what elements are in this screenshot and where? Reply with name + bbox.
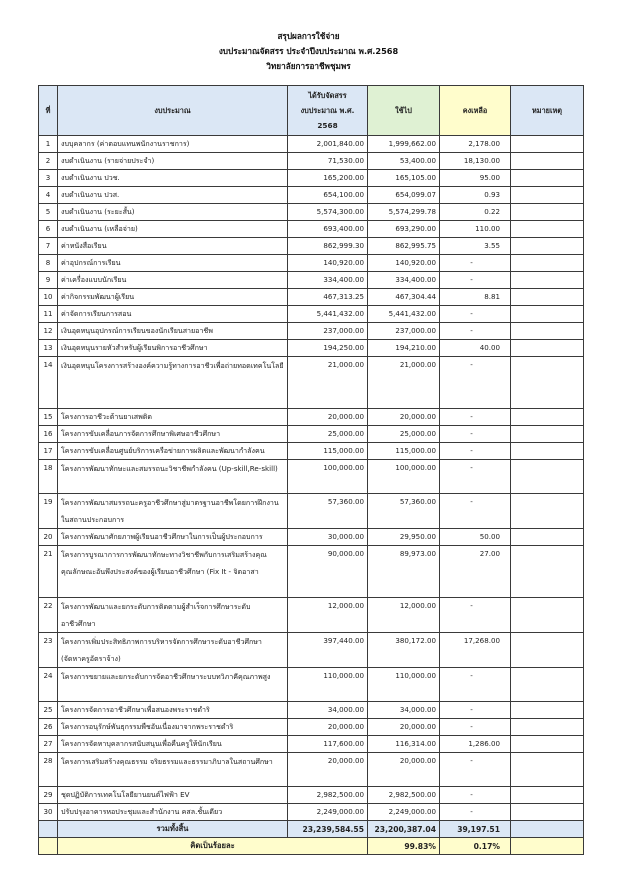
allocated-amount: 110,000.00	[288, 668, 368, 702]
spent-amount: 380,172.00	[368, 633, 440, 668]
spent-amount: 693,290.00	[368, 221, 440, 238]
row-number: 10	[39, 289, 58, 306]
allocated-amount: 397,440.00	[288, 633, 368, 668]
budget-item-name: โครงการพัฒนาศักยภาพผู้เรียนอาชีวศึกษาในการเป็นผู้ประกอบการ	[58, 529, 288, 546]
table-row	[39, 633, 584, 668]
remaining-amount: 2,178.00	[440, 136, 511, 153]
total-allocated: 23,239,584.55	[288, 821, 368, 838]
total-note	[511, 821, 584, 838]
header-allocated-line3: 2568	[317, 121, 338, 130]
budget-item-name: โครงการจัดการอาชีวศึกษาเพื่อสนองพระราชดำริ	[58, 702, 288, 719]
allocated-amount: 20,000.00	[288, 719, 368, 736]
note-cell	[511, 736, 584, 753]
row-number: 8	[39, 255, 58, 272]
total-label: รวมทั้งสิ้น	[58, 821, 288, 838]
percent-note	[511, 838, 584, 855]
remaining-amount: -	[440, 753, 511, 787]
budget-item-name: โครงการพัฒนาทักษะและสมรรถนะวิชาชีพกำลังคน (Up-skill,Re-skill)	[58, 460, 288, 494]
table-row	[39, 460, 584, 494]
header-note: หมายเหตุ	[511, 86, 584, 136]
spent-amount: 21,000.00	[368, 357, 440, 409]
remaining-amount: -	[440, 323, 511, 340]
table-row	[39, 272, 584, 289]
remaining-amount: -	[440, 357, 511, 409]
note-cell	[511, 494, 584, 529]
row-number: 18	[39, 460, 58, 494]
total-row	[39, 821, 584, 838]
note-cell	[511, 409, 584, 426]
table-row	[39, 221, 584, 238]
spent-amount: 1,999,662.00	[368, 136, 440, 153]
table-row	[39, 289, 584, 306]
spent-amount: 165,105.00	[368, 170, 440, 187]
budget-item-name: ปรับปรุงอาคารหอประชุมและสำนักงาน คสล.ชั้นเดียว	[58, 804, 288, 821]
spent-amount: 5,574,299.78	[368, 204, 440, 221]
row-number: 9	[39, 272, 58, 289]
table-body	[39, 136, 584, 821]
table-row	[39, 170, 584, 187]
allocated-amount: 2,001,840.00	[288, 136, 368, 153]
table-row	[39, 529, 584, 546]
title-line-3: วิทยาลัยการอาชีพชุมพร	[266, 61, 351, 71]
note-cell	[511, 272, 584, 289]
allocated-amount: 71,530.00	[288, 153, 368, 170]
spent-amount: 89,973.00	[368, 546, 440, 598]
spent-amount: 2,982,500.00	[368, 787, 440, 804]
spent-amount: 116,314.00	[368, 736, 440, 753]
row-number: 13	[39, 340, 58, 357]
allocated-amount: 862,999.30	[288, 238, 368, 255]
note-cell	[511, 323, 584, 340]
row-number: 22	[39, 598, 58, 633]
budget-item-name: งบดำเนินงาน (เหลือจ่าย)	[58, 221, 288, 238]
note-cell	[511, 753, 584, 787]
remaining-amount: -	[440, 804, 511, 821]
remaining-amount: -	[440, 306, 511, 323]
row-number: 29	[39, 787, 58, 804]
table-row	[39, 340, 584, 357]
budget-item-name: เงินอุดหนุนอุปกรณ์การเรียนของนักเรียนสายอาชีพ	[58, 323, 288, 340]
note-cell	[511, 443, 584, 460]
allocated-amount: 117,600.00	[288, 736, 368, 753]
table-row	[39, 426, 584, 443]
budget-item-name: เงินอุดหนุนรายหัวสำหรับผู้เรียนพิการอาชีวศึกษา	[58, 340, 288, 357]
spent-amount: 34,000.00	[368, 702, 440, 719]
spent-amount: 467,304.44	[368, 289, 440, 306]
allocated-amount: 2,982,500.00	[288, 787, 368, 804]
row-number: 1	[39, 136, 58, 153]
row-number: 5	[39, 204, 58, 221]
budget-item-name: โครงการพัฒนาและยกระดับการติดตามผู้สำเร็จการศึกษาระดับอาชีวศึกษา	[58, 598, 288, 633]
note-cell	[511, 136, 584, 153]
remaining-amount: -	[440, 598, 511, 633]
note-cell	[511, 633, 584, 668]
allocated-amount: 12,000.00	[288, 598, 368, 633]
remaining-amount: 18,130.00	[440, 153, 511, 170]
allocated-amount: 165,200.00	[288, 170, 368, 187]
row-number: 3	[39, 170, 58, 187]
header-remaining: คงเหลือ	[440, 86, 511, 136]
budget-item-name: โครงการขับเคลื่อนศูนย์บริการเครือข่ายการผลิตและพัฒนากำลังคน	[58, 443, 288, 460]
title-line-1: สรุปผลการใช้จ่าย	[277, 31, 340, 41]
note-cell	[511, 702, 584, 719]
spent-amount: 140,920.00	[368, 255, 440, 272]
row-number: 14	[39, 357, 58, 409]
row-number: 25	[39, 702, 58, 719]
header-budget: งบประมาณ	[58, 86, 288, 136]
remaining-amount: 95.00	[440, 170, 511, 187]
allocated-amount: 194,250.00	[288, 340, 368, 357]
budget-item-name: โครงการอาชีวะต้านยาเสพติด	[58, 409, 288, 426]
row-number: 7	[39, 238, 58, 255]
row-number: 4	[39, 187, 58, 204]
table-row	[39, 187, 584, 204]
table-row	[39, 787, 584, 804]
row-number: 2	[39, 153, 58, 170]
table-row	[39, 719, 584, 736]
table-row	[39, 357, 584, 409]
total-remaining: 39,197.51	[440, 821, 511, 838]
row-number: 15	[39, 409, 58, 426]
note-cell	[511, 170, 584, 187]
row-number: 6	[39, 221, 58, 238]
remaining-amount: 17,268.00	[440, 633, 511, 668]
budget-item-name: งบบุคลากร (ค่าตอบแทนพนักงานราชการ)	[58, 136, 288, 153]
table-row	[39, 306, 584, 323]
budget-item-name: งบดำเนินงาน (ระยะสั้น)	[58, 204, 288, 221]
remaining-amount: -	[440, 426, 511, 443]
row-number: 27	[39, 736, 58, 753]
row-number: 26	[39, 719, 58, 736]
allocated-amount: 115,000.00	[288, 443, 368, 460]
remaining-amount: 50.00	[440, 529, 511, 546]
note-cell	[511, 719, 584, 736]
note-cell	[511, 357, 584, 409]
allocated-amount: 30,000.00	[288, 529, 368, 546]
table-row	[39, 443, 584, 460]
allocated-amount: 334,400.00	[288, 272, 368, 289]
table-row	[39, 136, 584, 153]
note-cell	[511, 787, 584, 804]
table-row	[39, 153, 584, 170]
remaining-amount: -	[440, 255, 511, 272]
header-allocated-line1: ได้รับจัดสรร	[308, 91, 347, 100]
title-line-2: งบประมาณจัดสรร ประจำปีงบประมาณ พ.ศ.2568	[218, 46, 399, 56]
spent-amount: 862,995.75	[368, 238, 440, 255]
row-number: 30	[39, 804, 58, 821]
budget-item-name: งบดำเนินงาน ปวส.	[58, 187, 288, 204]
budget-item-name: ชุดปฏิบัติการเทคโนโลยียานยนต์ไฟฟ้า EV	[58, 787, 288, 804]
remaining-amount: 0.22	[440, 204, 511, 221]
allocated-amount: 654,100.00	[288, 187, 368, 204]
budget-item-name: โครงการพัฒนาสมรรถนะครูอาชีวศึกษาสู่มาตรฐานอาชีพโดยการฝึกงานในสถานประกอบการ	[58, 494, 288, 529]
note-cell	[511, 598, 584, 633]
allocated-amount: 21,000.00	[288, 357, 368, 409]
budget-item-name: โครงการจัดหาบุคลากรสนับสนุนเพื่อคืนครูให้นักเรียน	[58, 736, 288, 753]
spent-amount: 29,950.00	[368, 529, 440, 546]
spent-amount: 25,000.00	[368, 426, 440, 443]
percent-remaining: 0.17%	[440, 838, 511, 855]
spent-amount: 194,210.00	[368, 340, 440, 357]
note-cell	[511, 804, 584, 821]
remaining-amount: -	[440, 272, 511, 289]
spent-amount: 334,400.00	[368, 272, 440, 289]
budget-item-name: โครงการขยายและยกระดับการจัดอาชีวศึกษาระบบทวิภาคีคุณภาพสูง	[58, 668, 288, 702]
allocated-amount: 57,360.00	[288, 494, 368, 529]
document-title	[0, 29, 617, 74]
allocated-amount: 237,000.00	[288, 323, 368, 340]
row-number: 20	[39, 529, 58, 546]
note-cell	[511, 204, 584, 221]
remaining-amount: 8.81	[440, 289, 511, 306]
note-cell	[511, 289, 584, 306]
header-allocated	[288, 86, 368, 136]
remaining-amount: 110.00	[440, 221, 511, 238]
percent-no-cell	[39, 838, 58, 855]
note-cell	[511, 546, 584, 598]
note-cell	[511, 306, 584, 323]
percent-label: คิดเป็นร้อยละ	[58, 838, 368, 855]
allocated-amount: 20,000.00	[288, 409, 368, 426]
remaining-amount: -	[440, 409, 511, 426]
note-cell	[511, 340, 584, 357]
spent-amount: 654,099.07	[368, 187, 440, 204]
table-row	[39, 702, 584, 719]
row-number: 17	[39, 443, 58, 460]
row-number: 19	[39, 494, 58, 529]
allocated-amount: 467,313.25	[288, 289, 368, 306]
table-row	[39, 668, 584, 702]
spent-amount: 20,000.00	[368, 409, 440, 426]
row-number: 11	[39, 306, 58, 323]
header-allocated-line2: งบประมาณ พ.ศ.	[300, 106, 355, 115]
table-row	[39, 753, 584, 787]
table-row	[39, 736, 584, 753]
budget-item-name: ค่าอุปกรณ์การเรียน	[58, 255, 288, 272]
remaining-amount: -	[440, 668, 511, 702]
note-cell	[511, 529, 584, 546]
spent-amount: 53,400.00	[368, 153, 440, 170]
allocated-amount: 34,000.00	[288, 702, 368, 719]
note-cell	[511, 238, 584, 255]
spent-amount: 237,000.00	[368, 323, 440, 340]
table-row	[39, 409, 584, 426]
allocated-amount: 90,000.00	[288, 546, 368, 598]
budget-table	[38, 85, 584, 855]
table-row	[39, 204, 584, 221]
remaining-amount: -	[440, 719, 511, 736]
spent-amount: 110,000.00	[368, 668, 440, 702]
table-header-row	[39, 86, 584, 136]
table-row	[39, 494, 584, 529]
budget-item-name: เงินอุดหนุนโครงการสร้างองค์ความรู้ทางการอาชีวเพื่อถ่ายทอดเทคโนโลยี	[58, 357, 288, 409]
budget-item-name: โครงการเพิ่มประสิทธิภาพการบริหารจัดการศึกษาระดับอาชีวศึกษา (จัดหาครูอัตราจ้าง)	[58, 633, 288, 668]
allocated-amount: 693,400.00	[288, 221, 368, 238]
budget-item-name: ค่าเครื่องแบบนักเรียน	[58, 272, 288, 289]
note-cell	[511, 460, 584, 494]
allocated-amount: 100,000.00	[288, 460, 368, 494]
table-row	[39, 323, 584, 340]
row-number: 24	[39, 668, 58, 702]
spent-amount: 20,000.00	[368, 753, 440, 787]
budget-item-name: โครงการขับเคลื่อนการจัดการศึกษาพิเศษอาชีวศึกษา	[58, 426, 288, 443]
spent-amount: 57,360.00	[368, 494, 440, 529]
total-no-cell	[39, 821, 58, 838]
row-number: 12	[39, 323, 58, 340]
allocated-amount: 5,574,300.00	[288, 204, 368, 221]
budget-item-name: โครงการบูรณาการการพัฒนาทักษะทางวิชาชีพกับการเสริมสร้างคุณคุณลักษณะอันพึงประสงค์ของผู้เรียนอาชีวศึกษา (Fix It - จิตอาสา	[58, 546, 288, 598]
remaining-amount: -	[440, 787, 511, 804]
remaining-amount: 0.93	[440, 187, 511, 204]
percent-spent: 99.83%	[368, 838, 440, 855]
spent-amount: 5,441,432.00	[368, 306, 440, 323]
budget-item-name: งบดำเนินงาน ปวช.	[58, 170, 288, 187]
remaining-amount: -	[440, 443, 511, 460]
spent-amount: 20,000.00	[368, 719, 440, 736]
budget-item-name: ค่าจัดการเรียนการสอน	[58, 306, 288, 323]
spent-amount: 100,000.00	[368, 460, 440, 494]
budget-item-name: โครงการเสริมสร้างคุณธรรม จริยธรรมและธรรมาภิบาลในสถานศึกษา	[58, 753, 288, 787]
table-row	[39, 238, 584, 255]
table-row	[39, 255, 584, 272]
note-cell	[511, 668, 584, 702]
budget-item-name: งบดำเนินงาน (รายจ่ายประจำ)	[58, 153, 288, 170]
note-cell	[511, 187, 584, 204]
remaining-amount: -	[440, 460, 511, 494]
remaining-amount: -	[440, 702, 511, 719]
table-row	[39, 546, 584, 598]
row-number: 21	[39, 546, 58, 598]
note-cell	[511, 426, 584, 443]
header-spent: ใช้ไป	[368, 86, 440, 136]
percent-row	[39, 838, 584, 855]
allocated-amount: 25,000.00	[288, 426, 368, 443]
table-row	[39, 804, 584, 821]
note-cell	[511, 153, 584, 170]
note-cell	[511, 255, 584, 272]
row-number: 16	[39, 426, 58, 443]
allocated-amount: 2,249,000.00	[288, 804, 368, 821]
remaining-amount: 3.55	[440, 238, 511, 255]
remaining-amount: 40.00	[440, 340, 511, 357]
budget-item-name: ค่ากิจกรรมพัฒนาผู้เรียน	[58, 289, 288, 306]
spent-amount: 12,000.00	[368, 598, 440, 633]
spent-amount: 2,249,000.00	[368, 804, 440, 821]
budget-item-name: ค่าหนังสือเรียน	[58, 238, 288, 255]
budget-item-name: โครงการอนุรักษ์พันธุกรรมพืชอันเนื่องมาจากพระราชดำริ	[58, 719, 288, 736]
total-spent: 23,200,387.04	[368, 821, 440, 838]
remaining-amount: 1,286.00	[440, 736, 511, 753]
row-number: 23	[39, 633, 58, 668]
row-number: 28	[39, 753, 58, 787]
header-no: ที่	[39, 86, 58, 136]
table-row	[39, 598, 584, 633]
allocated-amount: 20,000.00	[288, 753, 368, 787]
spent-amount: 115,000.00	[368, 443, 440, 460]
remaining-amount: 27.00	[440, 546, 511, 598]
allocated-amount: 140,920.00	[288, 255, 368, 272]
remaining-amount: -	[440, 494, 511, 529]
note-cell	[511, 221, 584, 238]
allocated-amount: 5,441,432.00	[288, 306, 368, 323]
